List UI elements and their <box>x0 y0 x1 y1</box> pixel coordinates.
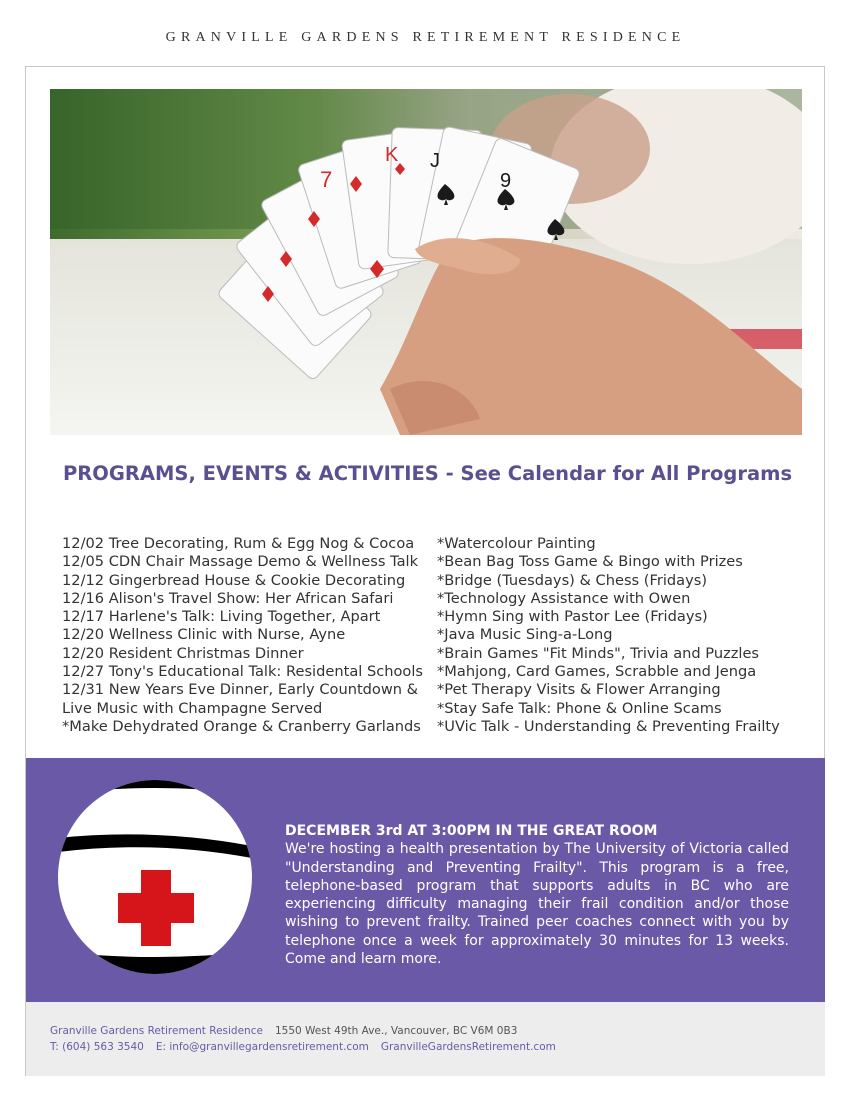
playing-cards-photo <box>50 89 802 435</box>
list-item: 12/12 Gingerbread House & Cookie Decorating <box>62 571 406 589</box>
svg-text:K: K <box>385 144 399 166</box>
svg-text:J: J <box>430 150 440 172</box>
list-item: *Java Music Sing-a-Long <box>437 626 613 644</box>
list-item: 12/17 Harlene's Talk: Living Together, Apart <box>62 608 381 626</box>
list-item: Live Music with Champagne Served <box>62 699 323 717</box>
list-item: *Technology Assistance with Owen <box>437 589 691 607</box>
nurse-cap-red-cross-icon <box>58 780 252 974</box>
masthead: GRANVILLE GARDENS RETIREMENT RESIDENCE <box>165 30 686 45</box>
list-item: *Brain Games "Fit Minds", Trivia and Puzzles <box>437 644 760 662</box>
events-list-left <box>62 535 427 736</box>
callout-text <box>285 822 789 968</box>
list-item: 12/16 Alison's Travel Show: Her African Safari <box>62 589 394 607</box>
list-item: *Bean Bag Toss Game & Bingo with Prizes <box>437 553 743 571</box>
footer-name: Granville Gardens Retirement Residence <box>50 1025 263 1037</box>
list-item: *Stay Safe Talk: Phone & Online Scams <box>437 699 722 717</box>
footer-website[interactable]: GranvilleGardensRetirement.com <box>380 1041 556 1053</box>
list-item: 12/31 New Years Eve Dinner, Early Countdown & <box>62 681 419 699</box>
list-item: *UVic Talk - Understanding & Preventing Frailty <box>437 717 780 735</box>
section-heading: PROGRAMS, EVENTS & ACTIVITIES - See Calendar for All Programs <box>63 462 793 485</box>
svg-text:9: 9 <box>500 170 512 192</box>
svg-text:7: 7 <box>320 167 333 192</box>
callout-title: DECEMBER 3rd AT 3:00PM IN THE GREAT ROOM <box>285 823 658 839</box>
list-item: 12/05 CDN Chair Massage Demo & Wellness Talk <box>62 553 419 571</box>
footer-phone: T: (604) 563 3540 <box>50 1041 144 1053</box>
list-item: 12/20 Resident Christmas Dinner <box>62 644 304 662</box>
events-list-right <box>437 535 817 736</box>
footer-line-1 <box>50 1025 517 1037</box>
list-item: *Pet Therapy Visits & Flower Arranging <box>437 681 721 699</box>
footer-line-2 <box>50 1041 556 1053</box>
list-item: *Mahjong, Card Games, Scrabble and Jenga <box>437 663 757 681</box>
footer-email[interactable]: E: info@granvillegardensretirement.com <box>155 1041 369 1053</box>
list-item: 12/20 Wellness Clinic with Nurse, Ayne <box>62 626 346 644</box>
list-item: *Make Dehydrated Orange & Cranberry Garlands <box>62 717 421 735</box>
list-item: 12/27 Tony's Educational Talk: Residental Schools <box>62 663 424 681</box>
list-item: 12/02 Tree Decorating, Rum & Egg Nog & Cocoa <box>62 535 415 552</box>
list-item: *Hymn Sing with Pastor Lee (Fridays) <box>437 608 708 626</box>
footer-address: 1550 West 49th Ave., Vancouver, BC V6M 0B3 <box>274 1025 518 1037</box>
list-item: *Watercolour Painting <box>437 535 596 552</box>
list-item: *Bridge (Tuesdays) & Chess (Fridays) <box>437 571 708 589</box>
callout-body: We're hosting a health presentation by The University of Victoria called "Understanding and Preventing Frailty". This program is a free, telephone-based program that supports adults in BC who are experiencing difficulty managing their frail condition and/or those wishing to prevent frailty. Trained peer coaches connect with you by telephone once a week for approximately 30 minutes for 13 weeks. Come and learn more. <box>285 841 789 968</box>
footer <box>26 1002 825 1076</box>
